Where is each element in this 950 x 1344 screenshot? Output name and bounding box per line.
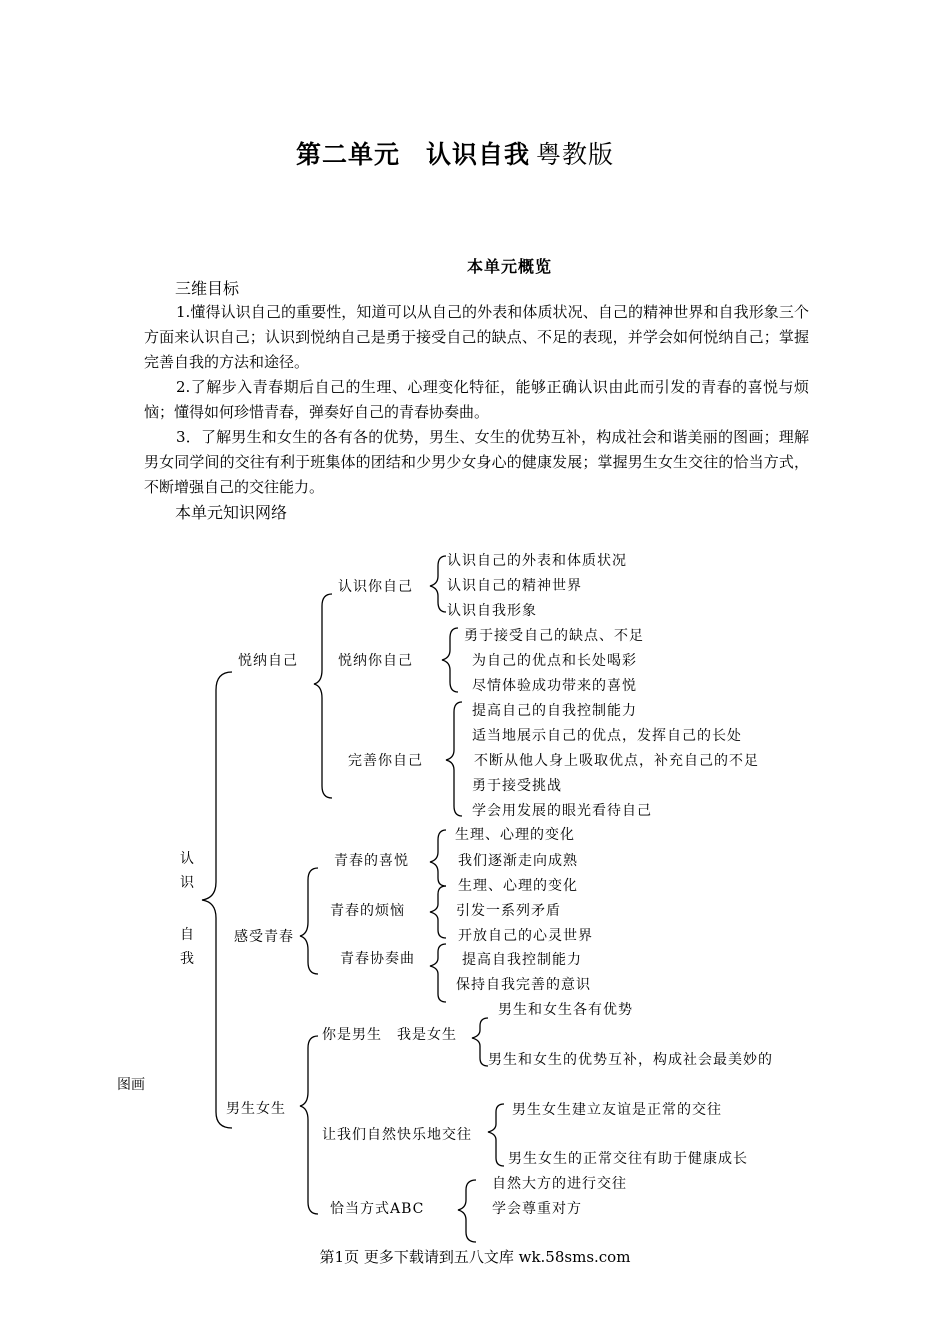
leaf-node: 男生和女生的优势互补，构成社会最美妙的 <box>488 1052 773 1068</box>
level2-node: 完善你自己 <box>348 753 423 769</box>
leaf-node: 勇于接受挑战 <box>472 778 562 794</box>
leaf-node: 男生和女生各有优势 <box>498 1002 633 1018</box>
leaf-node: 保持自我完善的意识 <box>456 977 591 993</box>
level2-node: 青春的喜悦 <box>334 853 409 869</box>
brace-abc <box>458 1180 476 1242</box>
title-publisher: 粤教版 <box>536 140 615 169</box>
level1-node: 悦纳自己 <box>238 653 298 669</box>
brace-wanshan <box>446 702 462 816</box>
leaf-node: 男生女生的正常交往有助于健康成长 <box>508 1151 748 1167</box>
root-char: 认 <box>180 851 195 867</box>
brace-nannv <box>300 1036 318 1214</box>
leaf-node: 生理、心理的变化 <box>458 878 578 894</box>
leaf-node: 学会尊重对方 <box>492 1201 582 1217</box>
brace-ni <box>472 1018 488 1066</box>
leaf-node: 适当地展示自己的优点，发挥自己的长处 <box>472 728 742 744</box>
leaf-node: 勇于接受自己的缺点、不足 <box>464 628 644 644</box>
leaf-node: 提高自我控制能力 <box>462 952 582 968</box>
level2-node: 悦纳你自己 <box>338 653 413 669</box>
brace-root <box>202 672 232 1128</box>
brace-renshi <box>430 556 446 612</box>
goals-heading: 三维目标 <box>175 279 240 298</box>
overflow-text: 图画 <box>117 1077 145 1093</box>
level2-node: 恰当方式ABC <box>330 1201 425 1217</box>
leaf-node: 男生女生建立友谊是正常的交往 <box>512 1102 722 1118</box>
root-char: 我 <box>180 951 195 967</box>
goal-paragraph: 1.懂得认识自己的重要性，知道可以从自己的外表和体质状况、自己的精神世界和自我形象三个方面来认识自己；认识到悦纳自己是勇于接受自己的缺点、不足的表现，并学会如何悦纳自己；掌握完善自我的方法和途径。 <box>144 303 809 371</box>
brace-yueno <box>314 594 332 798</box>
level2-node: 你是男生 我是女生 <box>322 1027 457 1043</box>
brace-jiaowang <box>488 1104 504 1166</box>
leaf-node: 提高自己的自我控制能力 <box>472 703 637 719</box>
page-footer: 第1页 更多下载请到五八文库 wk.58sms.com <box>319 1248 631 1266</box>
root-char: 自 <box>180 927 195 943</box>
title-main: 第二单元 认识自我 <box>295 140 530 169</box>
leaf-node: 我们逐渐走向成熟 <box>458 853 578 869</box>
goal-paragraph: 2.了解步入青春期后自己的生理、心理变化特征，能够正确认识由此而引发的青春的喜悦与烦恼；懂得如何珍惜青春，弹奏好自己的青春协奏曲。 <box>144 378 809 421</box>
level2-node: 认识你自己 <box>338 579 413 595</box>
overview-title: 本单元概览 <box>467 257 553 276</box>
leaf-node: 认识自我形象 <box>447 603 537 619</box>
level1-node: 感受青春 <box>234 929 294 945</box>
leaf-node: 自然大方的进行交往 <box>492 1176 627 1192</box>
goal-paragraph: 3．了解男生和女生的各有各的优势，男生、女生的优势互补，构成社会和谐美丽的图画；理解男女同学间的交往有利于班集体的团结和少男少女身心的健康发展；掌握男生女生交往的恰当方式，不断增强自己的交往能力。 <box>144 428 809 496</box>
root-char: 识 <box>180 875 195 891</box>
leaf-node: 认识自己的外表和体质状况 <box>447 553 627 569</box>
leaf-node: 开放自己的心灵世界 <box>458 928 593 944</box>
brace-xiezou <box>430 944 446 1002</box>
leaf-node: 引发一系列矛盾 <box>456 903 561 919</box>
level2-node: 让我们自然快乐地交往 <box>322 1127 472 1143</box>
leaf-node: 尽情体验成功带来的喜悦 <box>472 678 637 694</box>
brace-xiyue <box>430 830 446 886</box>
leaf-node: 学会用发展的眼光看待自己 <box>472 803 652 819</box>
level2-node: 青春协奏曲 <box>340 951 415 967</box>
network-heading: 本单元知识网络 <box>175 503 288 522</box>
brace-fannao <box>430 886 446 938</box>
level2-node: 青春的烦恼 <box>330 903 405 919</box>
leaf-node: 认识自己的精神世界 <box>447 578 582 594</box>
leaf-node: 生理、心理的变化 <box>455 827 575 843</box>
level1-node: 男生女生 <box>226 1101 286 1117</box>
brace-qingchun <box>300 868 318 974</box>
leaf-node: 不断从他人身上吸取优点，补充自己的不足 <box>474 753 759 769</box>
leaf-node: 为自己的优点和长处喝彩 <box>472 653 637 669</box>
brace-yuena <box>442 628 458 692</box>
